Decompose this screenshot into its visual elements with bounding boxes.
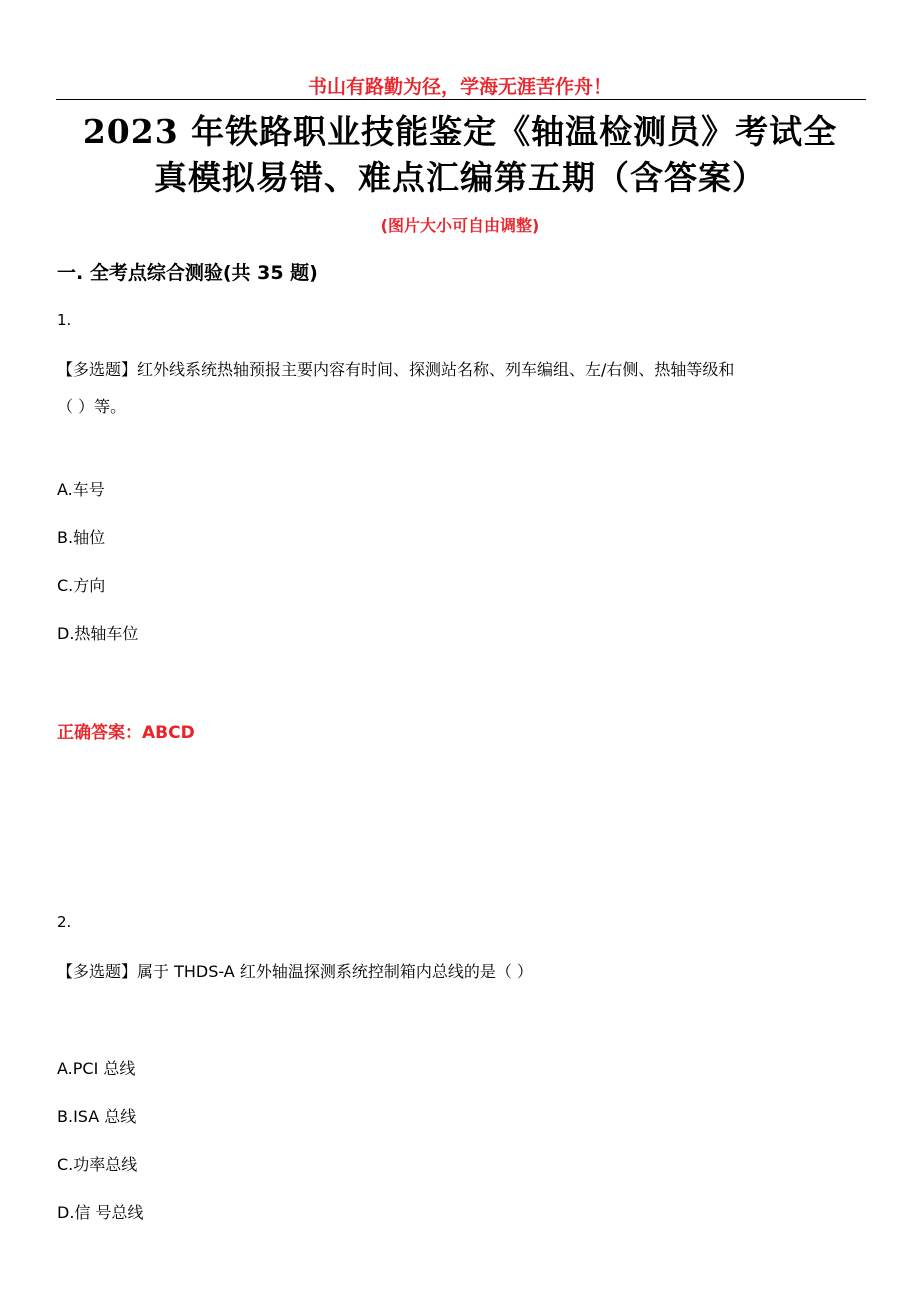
section-heading: 一. 全考点综合测验(共 35 题) (57, 262, 318, 284)
question-text-continued: （ ）等。 (57, 397, 127, 416)
option-b: B.轴位 (57, 528, 106, 547)
header-divider (56, 99, 866, 100)
question-text: 【多选题】属于 THDS-A 红外轴温探测系统控制箱内总线的是（ ） (57, 962, 533, 981)
option-a: A.车号 (57, 480, 105, 499)
option-a: A.PCI 总线 (57, 1059, 136, 1078)
option-c: C.功率总线 (57, 1155, 138, 1174)
document-title-line-2: 真模拟易错、难点汇编第五期（含答案） (154, 158, 766, 197)
option-d: D.热轴车位 (57, 624, 139, 643)
question-number: 2. (57, 913, 72, 931)
option-c: C.方向 (57, 576, 106, 595)
correct-answer: 正确答案：ABCD (57, 723, 195, 743)
option-b: B.ISA 总线 (57, 1107, 137, 1126)
motto-banner: 书山有路勤为径，学海无涯苦作舟！ (307, 76, 612, 98)
document-title-line-1: 2023 年铁路职业技能鉴定《轴温检测员》考试全 (82, 112, 838, 151)
option-d: D.信 号总线 (57, 1203, 144, 1222)
image-size-note: (图片大小可自由调整) (380, 216, 540, 235)
question-text: 【多选题】红外线系统热轴预报主要内容有时间、探测站名称、列车编组、左/右侧、热轴等级和 (57, 360, 735, 379)
question-number: 1. (57, 311, 72, 329)
